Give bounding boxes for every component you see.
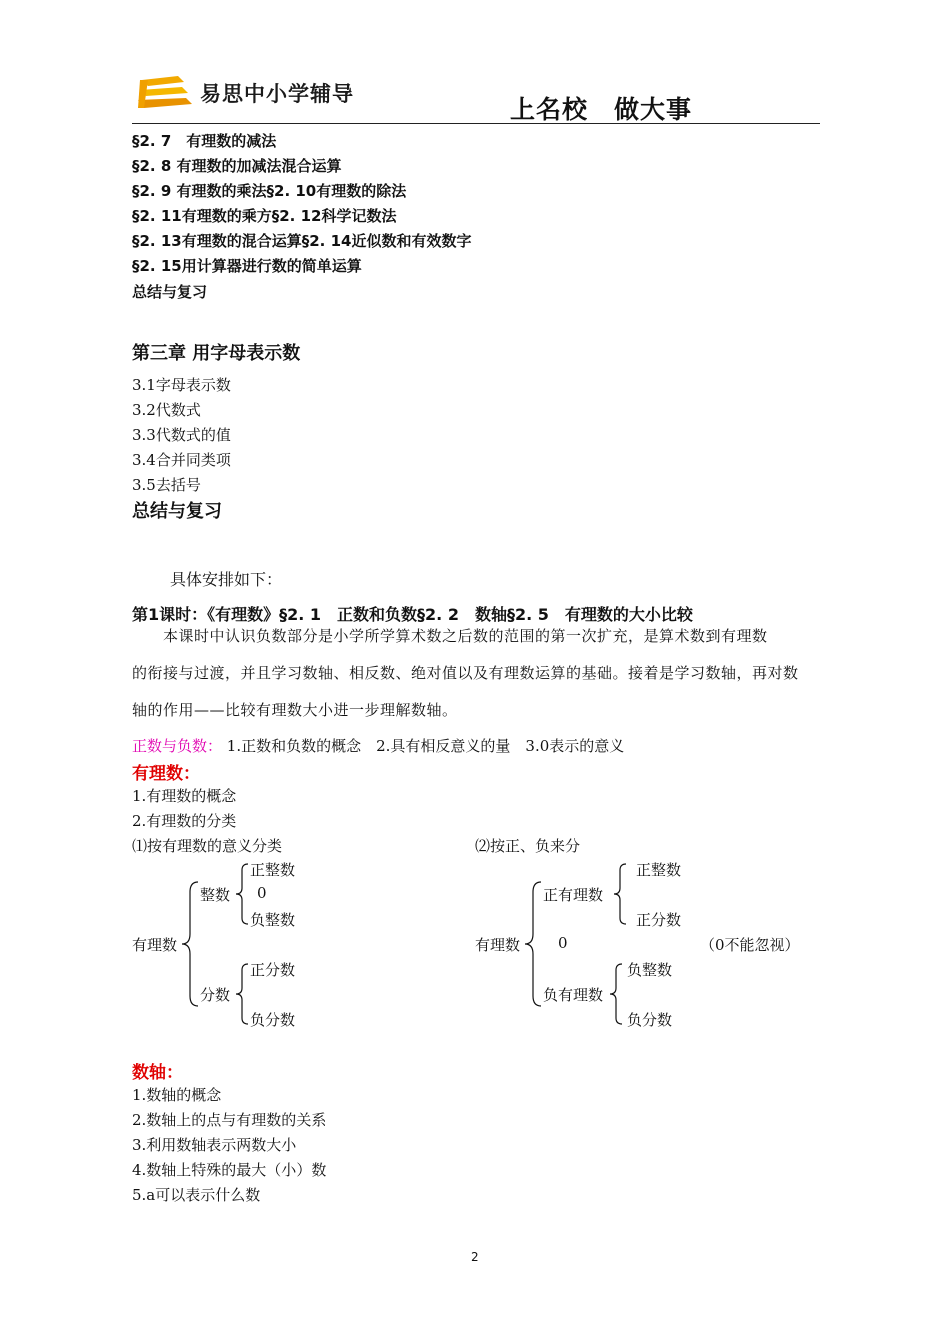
chapter-item: 3.4合并同类项 <box>132 451 231 469</box>
toc-item: §2. 13有理数的混合运算§2. 14近似数和有效数字 <box>132 232 472 250</box>
brace-left-root <box>180 880 200 1010</box>
header-rule <box>132 123 820 124</box>
rational-item: 2.有理数的分类 <box>132 812 237 830</box>
lesson-paragraph-line: 的衔接与过渡，并且学习数轴、相反数、绝对值以及有理数运算的基础。接着是学习数轴，再对数 <box>132 664 799 682</box>
tree-leaf: 正分数 <box>636 911 682 929</box>
zero-note: （0不能忽视） <box>700 936 800 954</box>
tree-node-int: 整数 <box>200 886 231 904</box>
tree-root-right: 有理数 <box>475 936 521 954</box>
rational-heading: 有理数： <box>132 764 200 784</box>
tree-node-zero: 0 <box>558 934 568 952</box>
tree-node-neg: 负有理数 <box>543 986 604 1004</box>
axis-item: 5.a可以表示什么数 <box>132 1186 261 1204</box>
tree-leaf: 负分数 <box>250 1011 296 1029</box>
tree-leaf: 负整数 <box>627 961 673 979</box>
chapter-title: 第三章 用字母表示数 <box>132 343 301 364</box>
pos-neg-line <box>132 735 624 756</box>
tree-leaf: 正分数 <box>250 961 296 979</box>
toc-item: §2. 7 有理数的减法 <box>132 132 277 150</box>
chapter-item: 3.3代数式的值 <box>132 426 231 444</box>
toc-item: §2. 15用计算器进行数的简单运算 <box>132 257 362 275</box>
page-number: 2 <box>471 1250 479 1264</box>
chapter-item: 3.5去括号 <box>132 476 201 494</box>
brand-name: 易思中小学辅导 <box>200 82 354 106</box>
axis-item: 3.利用数轴表示两数大小 <box>132 1136 297 1154</box>
toc-item: 总结与复习 <box>132 283 208 301</box>
tree-leaf: 负分数 <box>627 1011 673 1029</box>
axis-item: 4.数轴上特殊的最大（小）数 <box>132 1161 327 1179</box>
tree-leaf: 负整数 <box>250 911 296 929</box>
axis-item: 2.数轴上的点与有理数的关系 <box>132 1111 327 1129</box>
logo-icon <box>138 76 194 110</box>
rational-item: 1.有理数的概念 <box>132 787 237 805</box>
brace-left-int <box>234 862 250 928</box>
toc-item: §2. 9 有理数的乘法§2. 10有理数的除法 <box>132 182 407 200</box>
axis-heading: 数轴： <box>132 1063 183 1083</box>
pos-neg-label: 正数与负数： <box>132 737 223 755</box>
lesson-paragraph-line: 本课时中认识负数部分是小学所学算术数之后数的范围的第一次扩充，是算术数到有理数 <box>132 627 768 645</box>
lesson-title: 第1课时：《有理数》§2. 1 正数和负数§2. 2 数轴§2. 5 有理数的大小比较 <box>132 605 693 624</box>
tree-node-frac: 分数 <box>200 986 231 1004</box>
brace-left-frac <box>234 962 250 1028</box>
chapter-item: 3.2代数式 <box>132 401 201 419</box>
classification-title-right: ⑵按正、负来分 <box>475 837 581 855</box>
pos-neg-items: 1.正数和负数的概念 2.具有相反意义的量 3.0表示的意义 <box>222 737 625 755</box>
brace-right-root <box>523 880 543 1010</box>
tree-leaf: 正整数 <box>250 861 296 879</box>
arrangement-intro: 具体安排如下： <box>170 570 283 589</box>
brace-right-neg <box>608 962 624 1028</box>
chapter-review: 总结与复习 <box>132 501 222 522</box>
chapter-item: 3.1字母表示数 <box>132 376 231 394</box>
tree-leaf: 正整数 <box>636 861 682 879</box>
classification-title-left: ⑴按有理数的意义分类 <box>132 837 283 855</box>
tree-root-left: 有理数 <box>132 936 178 954</box>
toc-item: §2. 8 有理数的加减法混合运算 <box>132 157 342 175</box>
axis-item: 1.数轴的概念 <box>132 1086 222 1104</box>
tree-leaf: 0 <box>257 884 267 902</box>
header-slogan: 上名校 做大事 <box>510 95 693 124</box>
brace-right-pos <box>612 862 628 928</box>
lesson-paragraph-line: 轴的作用——比较有理数大小进一步理解数轴。 <box>132 701 458 719</box>
toc-item: §2. 11有理数的乘方§2. 12科学记数法 <box>132 207 397 225</box>
tree-node-pos: 正有理数 <box>543 886 604 904</box>
